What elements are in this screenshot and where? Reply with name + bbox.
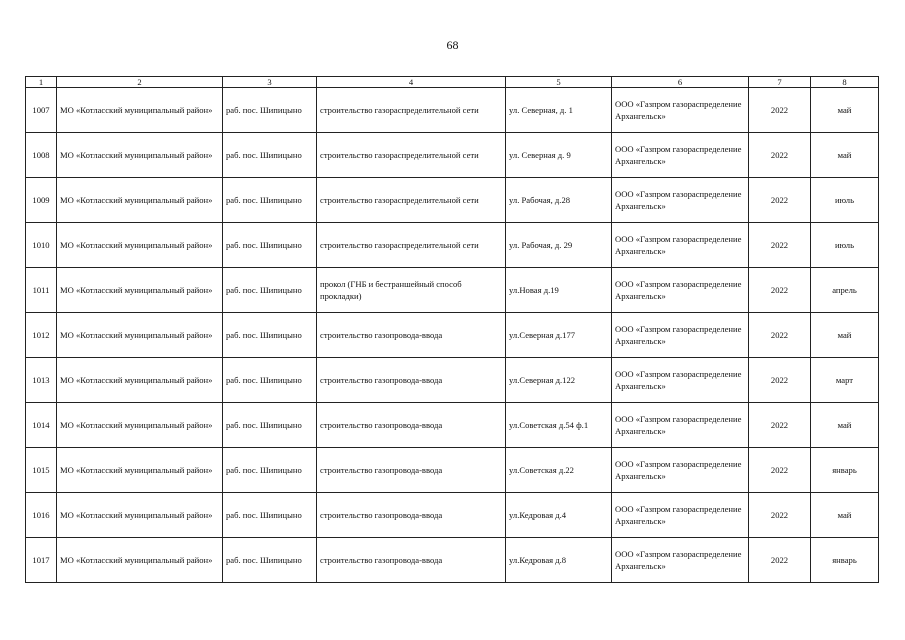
cell-work-type: строительство газораспределительной сети [317, 178, 506, 223]
cell-month: январь [811, 538, 879, 583]
cell-number: 1015 [26, 448, 57, 493]
cell-work-type: строительство газораспределительной сети [317, 133, 506, 178]
cell-year: 2022 [749, 358, 811, 403]
cell-month: март [811, 358, 879, 403]
cell-year: 2022 [749, 448, 811, 493]
cell-municipality: МО «Котласский муниципальный район» [57, 223, 223, 268]
cell-address: ул. Северная, д. 1 [506, 88, 612, 133]
cell-year: 2022 [749, 493, 811, 538]
header-cell: 4 [317, 77, 506, 88]
cell-organization: ООО «Газпром газораспределение Архангельск» [612, 178, 749, 223]
cell-month: июль [811, 178, 879, 223]
cell-month: май [811, 88, 879, 133]
cell-work-type: строительство газопровода-ввода [317, 313, 506, 358]
cell-number: 1013 [26, 358, 57, 403]
cell-settlement: раб. пос. Шипицыно [223, 313, 317, 358]
table-row [26, 133, 879, 178]
cell-address: ул.Советская д.54 ф.1 [506, 403, 612, 448]
cell-address: ул.Кедровая д.8 [506, 538, 612, 583]
cell-work-type: строительство газораспределительной сети [317, 88, 506, 133]
cell-month: май [811, 313, 879, 358]
table-row [26, 538, 879, 583]
cell-address: ул.Советская д.22 [506, 448, 612, 493]
cell-settlement: раб. пос. Шипицыно [223, 448, 317, 493]
cell-work-type: строительство газораспределительной сети [317, 223, 506, 268]
cell-municipality: МО «Котласский муниципальный район» [57, 493, 223, 538]
table-row [26, 358, 879, 403]
cell-settlement: раб. пос. Шипицыно [223, 493, 317, 538]
table-row [26, 268, 879, 313]
cell-municipality: МО «Котласский муниципальный район» [57, 448, 223, 493]
cell-organization: ООО «Газпром газораспределение Архангельск» [612, 313, 749, 358]
cell-address: ул. Северная д. 9 [506, 133, 612, 178]
cell-work-type: строительство газопровода-ввода [317, 493, 506, 538]
cell-organization: ООО «Газпром газораспределение Архангельск» [612, 448, 749, 493]
cell-month: апрель [811, 268, 879, 313]
cell-municipality: МО «Котласский муниципальный район» [57, 88, 223, 133]
cell-settlement: раб. пос. Шипицыно [223, 88, 317, 133]
table-row [26, 223, 879, 268]
cell-settlement: раб. пос. Шипицыно [223, 133, 317, 178]
cell-number: 1007 [26, 88, 57, 133]
cell-municipality: МО «Котласский муниципальный район» [57, 133, 223, 178]
cell-number: 1012 [26, 313, 57, 358]
cell-year: 2022 [749, 403, 811, 448]
header-cell: 7 [749, 77, 811, 88]
cell-municipality: МО «Котласский муниципальный район» [57, 178, 223, 223]
cell-work-type: строительство газопровода-ввода [317, 358, 506, 403]
table-row [26, 178, 879, 223]
cell-work-type: строительство газопровода-ввода [317, 538, 506, 583]
cell-number: 1011 [26, 268, 57, 313]
table-row [26, 448, 879, 493]
cell-work-type: прокол (ГНБ и бестраншейный способ прокладки) [317, 268, 506, 313]
cell-number: 1008 [26, 133, 57, 178]
cell-municipality: МО «Котласский муниципальный район» [57, 313, 223, 358]
header-row [26, 77, 879, 88]
cell-settlement: раб. пос. Шипицыно [223, 538, 317, 583]
cell-organization: ООО «Газпром газораспределение Архангельск» [612, 358, 749, 403]
table-row [26, 403, 879, 448]
cell-month: январь [811, 448, 879, 493]
header-cell: 3 [223, 77, 317, 88]
header-cell: 2 [57, 77, 223, 88]
header-cell: 1 [26, 77, 57, 88]
cell-year: 2022 [749, 268, 811, 313]
cell-year: 2022 [749, 223, 811, 268]
cell-settlement: раб. пос. Шипицыно [223, 358, 317, 403]
cell-month: май [811, 493, 879, 538]
cell-organization: ООО «Газпром газораспределение Архангельск» [612, 493, 749, 538]
cell-number: 1016 [26, 493, 57, 538]
cell-year: 2022 [749, 133, 811, 178]
header-cell: 5 [506, 77, 612, 88]
cell-work-type: строительство газопровода-ввода [317, 403, 506, 448]
cell-address: ул. Рабочая, д.28 [506, 178, 612, 223]
cell-work-type: строительство газопровода-ввода [317, 448, 506, 493]
cell-number: 1014 [26, 403, 57, 448]
cell-number: 1017 [26, 538, 57, 583]
cell-year: 2022 [749, 88, 811, 133]
cell-organization: ООО «Газпром газораспределение Архангельск» [612, 133, 749, 178]
cell-settlement: раб. пос. Шипицыно [223, 178, 317, 223]
page-number: 68 [446, 38, 459, 52]
cell-municipality: МО «Котласский муниципальный район» [57, 358, 223, 403]
cell-settlement: раб. пос. Шипицыно [223, 403, 317, 448]
cell-organization: ООО «Газпром газораспределение Архангельск» [612, 268, 749, 313]
cell-address: ул. Рабочая, д. 29 [506, 223, 612, 268]
cell-settlement: раб. пос. Шипицыно [223, 223, 317, 268]
cell-number: 1010 [26, 223, 57, 268]
header-cell: 6 [612, 77, 749, 88]
cell-organization: ООО «Газпром газораспределение Архангельск» [612, 403, 749, 448]
cell-address: ул.Кедровая д.4 [506, 493, 612, 538]
cell-month: май [811, 403, 879, 448]
cell-municipality: МО «Котласский муниципальный район» [57, 403, 223, 448]
cell-month: июль [811, 223, 879, 268]
cell-year: 2022 [749, 178, 811, 223]
gasification-table [25, 76, 879, 583]
cell-municipality: МО «Котласский муниципальный район» [57, 538, 223, 583]
cell-year: 2022 [749, 538, 811, 583]
cell-municipality: МО «Котласский муниципальный район» [57, 268, 223, 313]
table-row [26, 313, 879, 358]
cell-year: 2022 [749, 313, 811, 358]
cell-number: 1009 [26, 178, 57, 223]
cell-address: ул.Северная д.122 [506, 358, 612, 403]
cell-settlement: раб. пос. Шипицыно [223, 268, 317, 313]
table-row [26, 493, 879, 538]
table-row [26, 88, 879, 133]
cell-organization: ООО «Газпром газораспределение Архангельск» [612, 223, 749, 268]
cell-address: ул.Северная д.177 [506, 313, 612, 358]
cell-month: май [811, 133, 879, 178]
cell-organization: ООО «Газпром газораспределение Архангельск» [612, 88, 749, 133]
cell-address: ул.Новая д.19 [506, 268, 612, 313]
cell-organization: ООО «Газпром газораспределение Архангельск» [612, 538, 749, 583]
header-cell: 8 [811, 77, 879, 88]
